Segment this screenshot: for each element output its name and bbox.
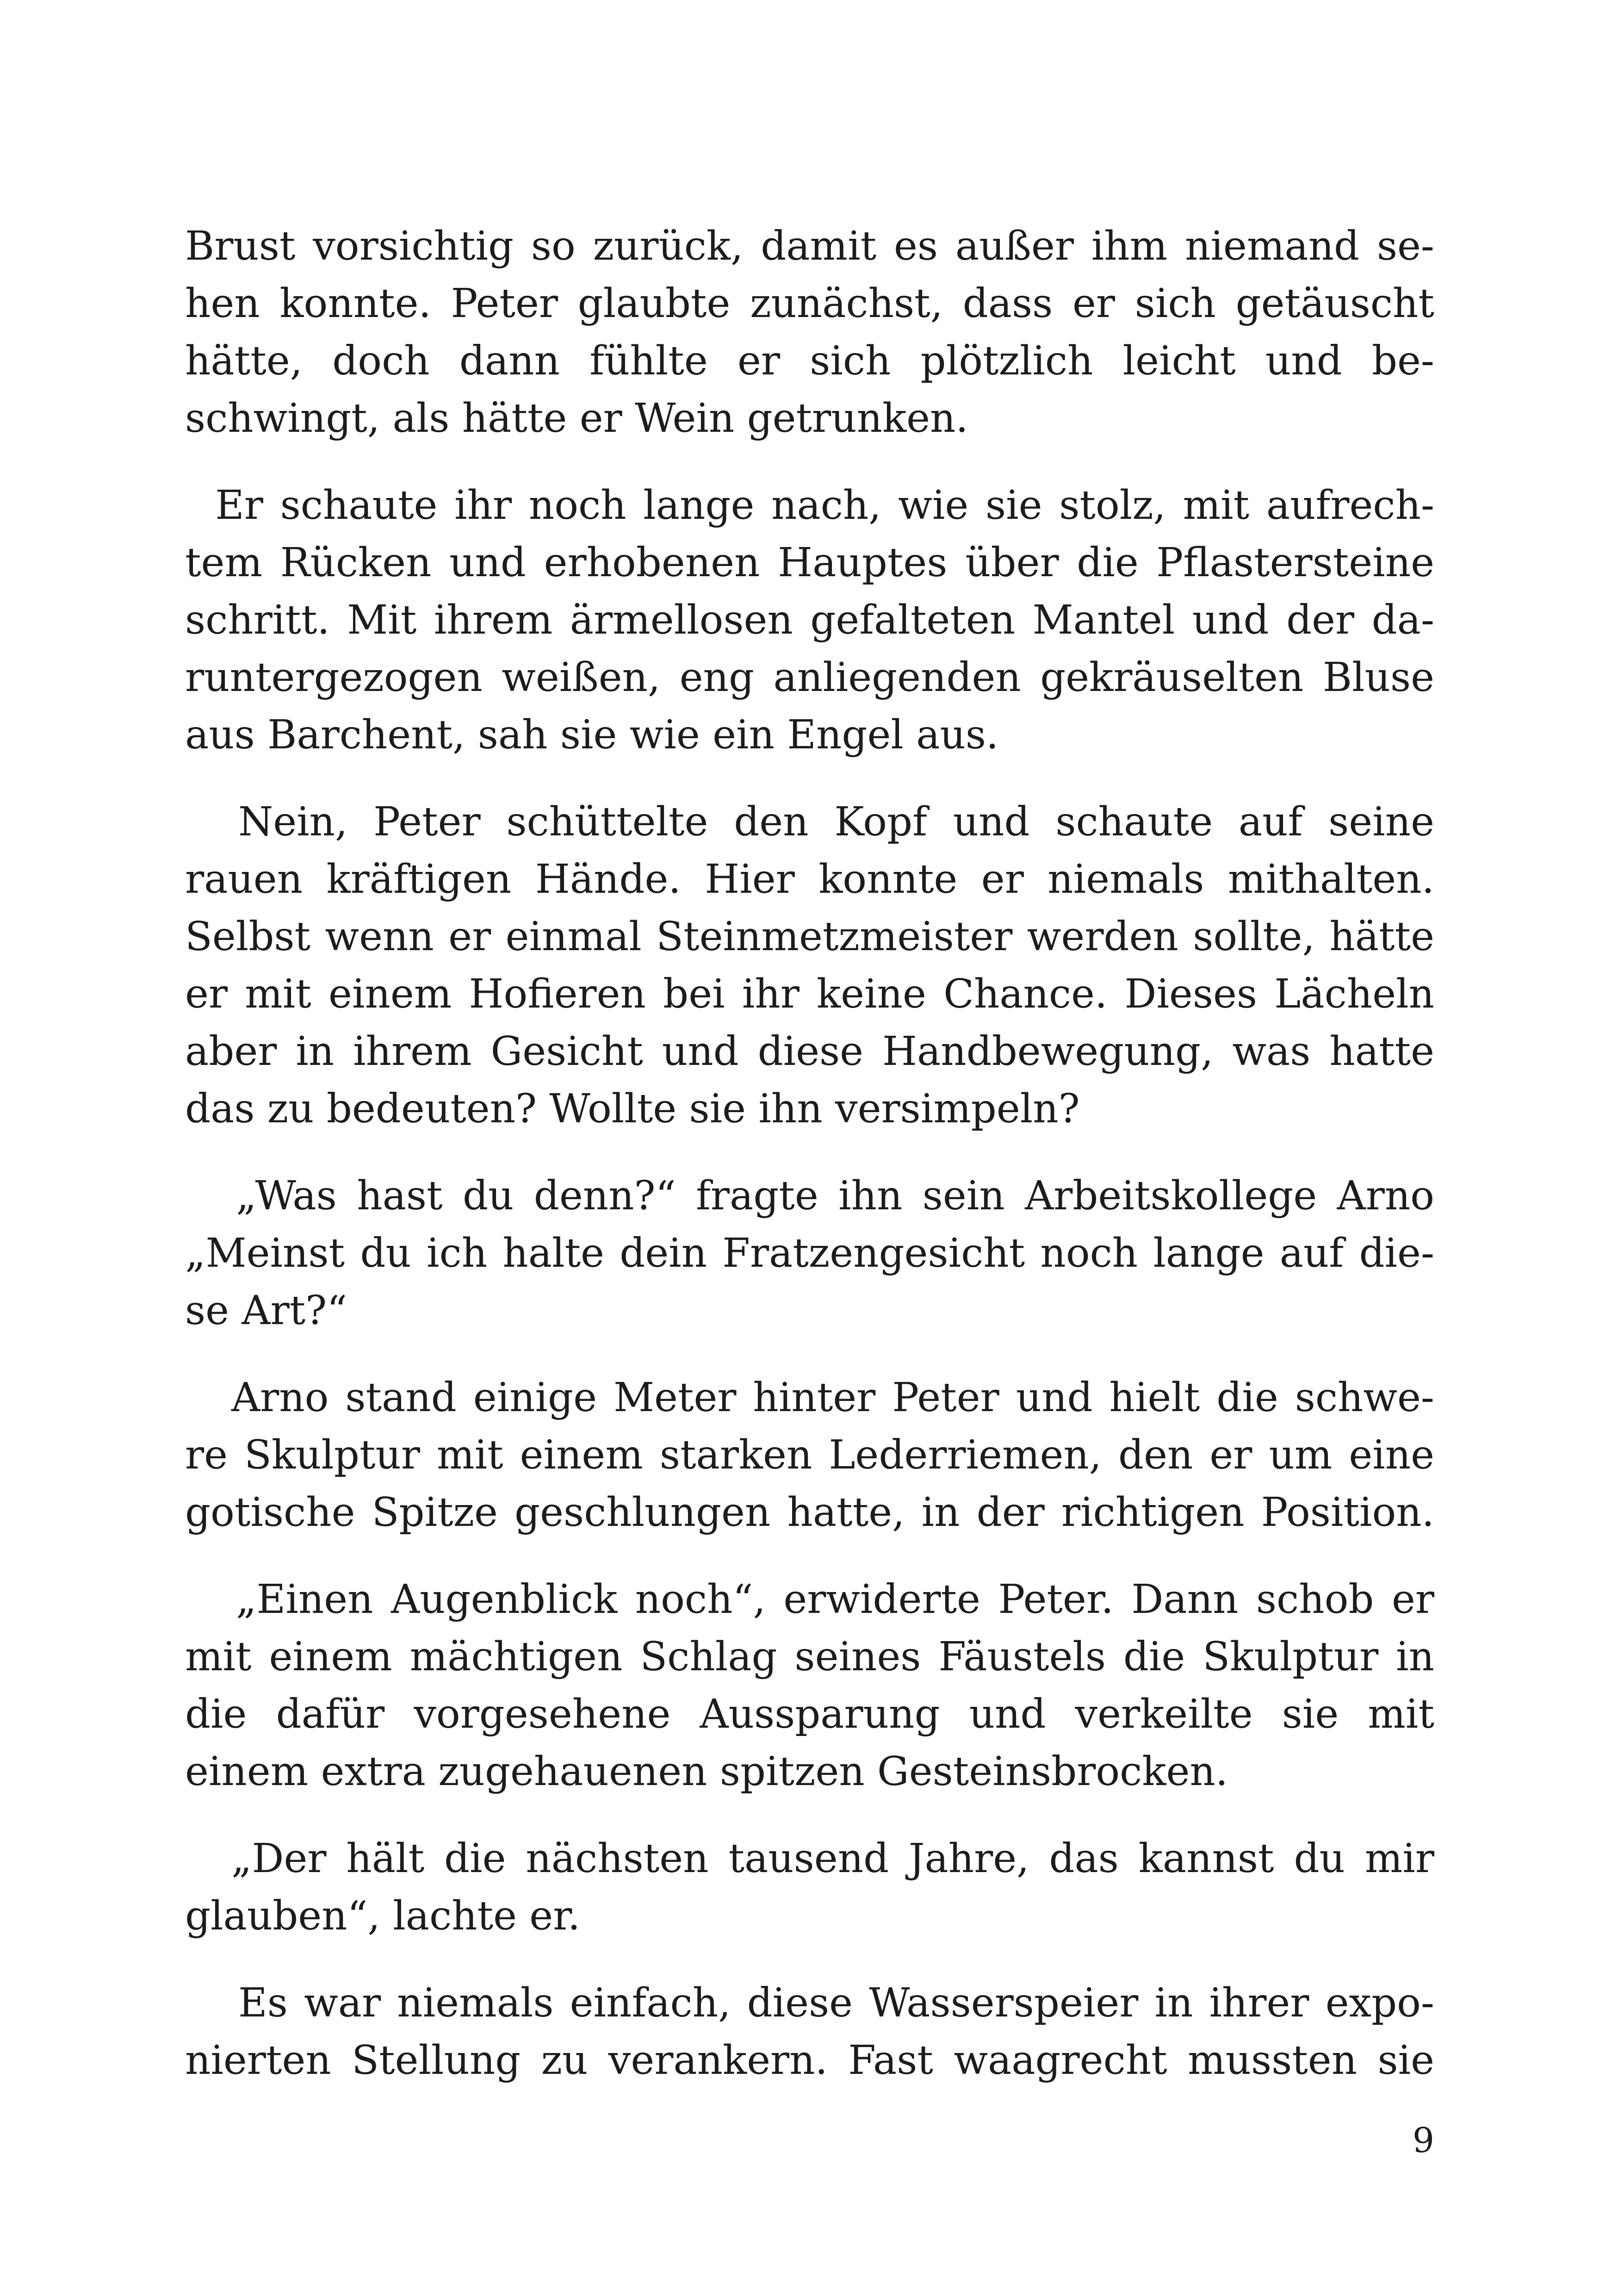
text-line: Arno stand einige Meter hinter Peter und hielt die schwe- xyxy=(231,1375,1434,1421)
text-line: „Der hält die nächsten tausend Jahre, das kannst du mir xyxy=(231,1836,1434,1882)
text-line: er mit einem Hofieren bei ihr keine Chance. Dieses Lächeln xyxy=(185,971,1434,1017)
text-line: runtergezogen weißen, eng anliegenden gekräuselten Bluse xyxy=(185,654,1434,701)
text-line: mit einem mächtigen Schlag seines Fäustels die Skulptur in xyxy=(185,1634,1434,1680)
text-line: gotische Spitze geschlungen hatte, in der richtigen Position. xyxy=(185,1489,1434,1536)
text-line: tem Rücken und erhobenen Hauptes über die Pflastersteine xyxy=(185,540,1434,586)
text-line: Selbst wenn er einmal Steinmetzmeister werden sollte, hätte xyxy=(185,914,1434,960)
text-line: schwingt, als hätte er Wein getrunken. xyxy=(185,395,968,442)
text-line: nierten Stellung zu verankern. Fast waagrecht mussten sie xyxy=(185,2037,1434,2084)
text-line: Nein, Peter schüttelte den Kopf und schaute auf seine xyxy=(238,799,1434,845)
text-line: einem extra zugehauenen spitzen Gesteinsbrocken. xyxy=(185,1748,1228,1795)
text-line: aber in ihrem Gesicht und diese Handbewegung, was hatte xyxy=(185,1028,1434,1075)
text-line: die dafür vorgesehene Aussparung und verkeilte sie mit xyxy=(185,1691,1434,1737)
text-line: „Meinst du ich halte dein Fratzengesicht noch lange auf die- xyxy=(185,1230,1434,1276)
text-line: aus Barchent, sah sie wie ein Engel aus. xyxy=(185,712,999,758)
text-line: Brust vorsichtig so zurück, damit es außer ihm niemand se- xyxy=(185,223,1434,269)
text-line: schritt. Mit ihrem ärmellosen gefalteten Mantel und der da- xyxy=(185,597,1434,643)
page-number: 9 xyxy=(1412,2121,1434,2160)
text-line: glauben“, lachte er. xyxy=(185,1893,581,1939)
text-line: „Einen Augenblick noch“, erwiderte Peter. Dann schob er xyxy=(236,1576,1434,1623)
text-line: das zu bedeuten? Wollte sie ihn versimpeln? xyxy=(185,1086,1080,1132)
text-line: „Was hast du denn?“ fragte ihn sein Arbeitskollege Arno xyxy=(236,1173,1434,1219)
text-line: rauen kräftigen Hände. Hier konnte er niemals mithalten. xyxy=(185,856,1434,902)
text-line: se Art?“ xyxy=(185,1288,347,1334)
text-line: hen konnte. Peter glaubte zunächst, dass er sich getäuscht xyxy=(185,280,1434,327)
text-line: re Skulptur mit einem starken Lederriemen, den er um eine xyxy=(185,1432,1434,1478)
text-line: Es war niemals einfach, diese Wasserspeier in ihrer expo- xyxy=(238,1980,1434,2026)
text-line: hätte, doch dann fühlte er sich plötzlich leicht und be- xyxy=(185,338,1434,384)
text-line: Er schaute ihr noch lange nach, wie sie stolz, mit aufrech- xyxy=(215,482,1434,529)
